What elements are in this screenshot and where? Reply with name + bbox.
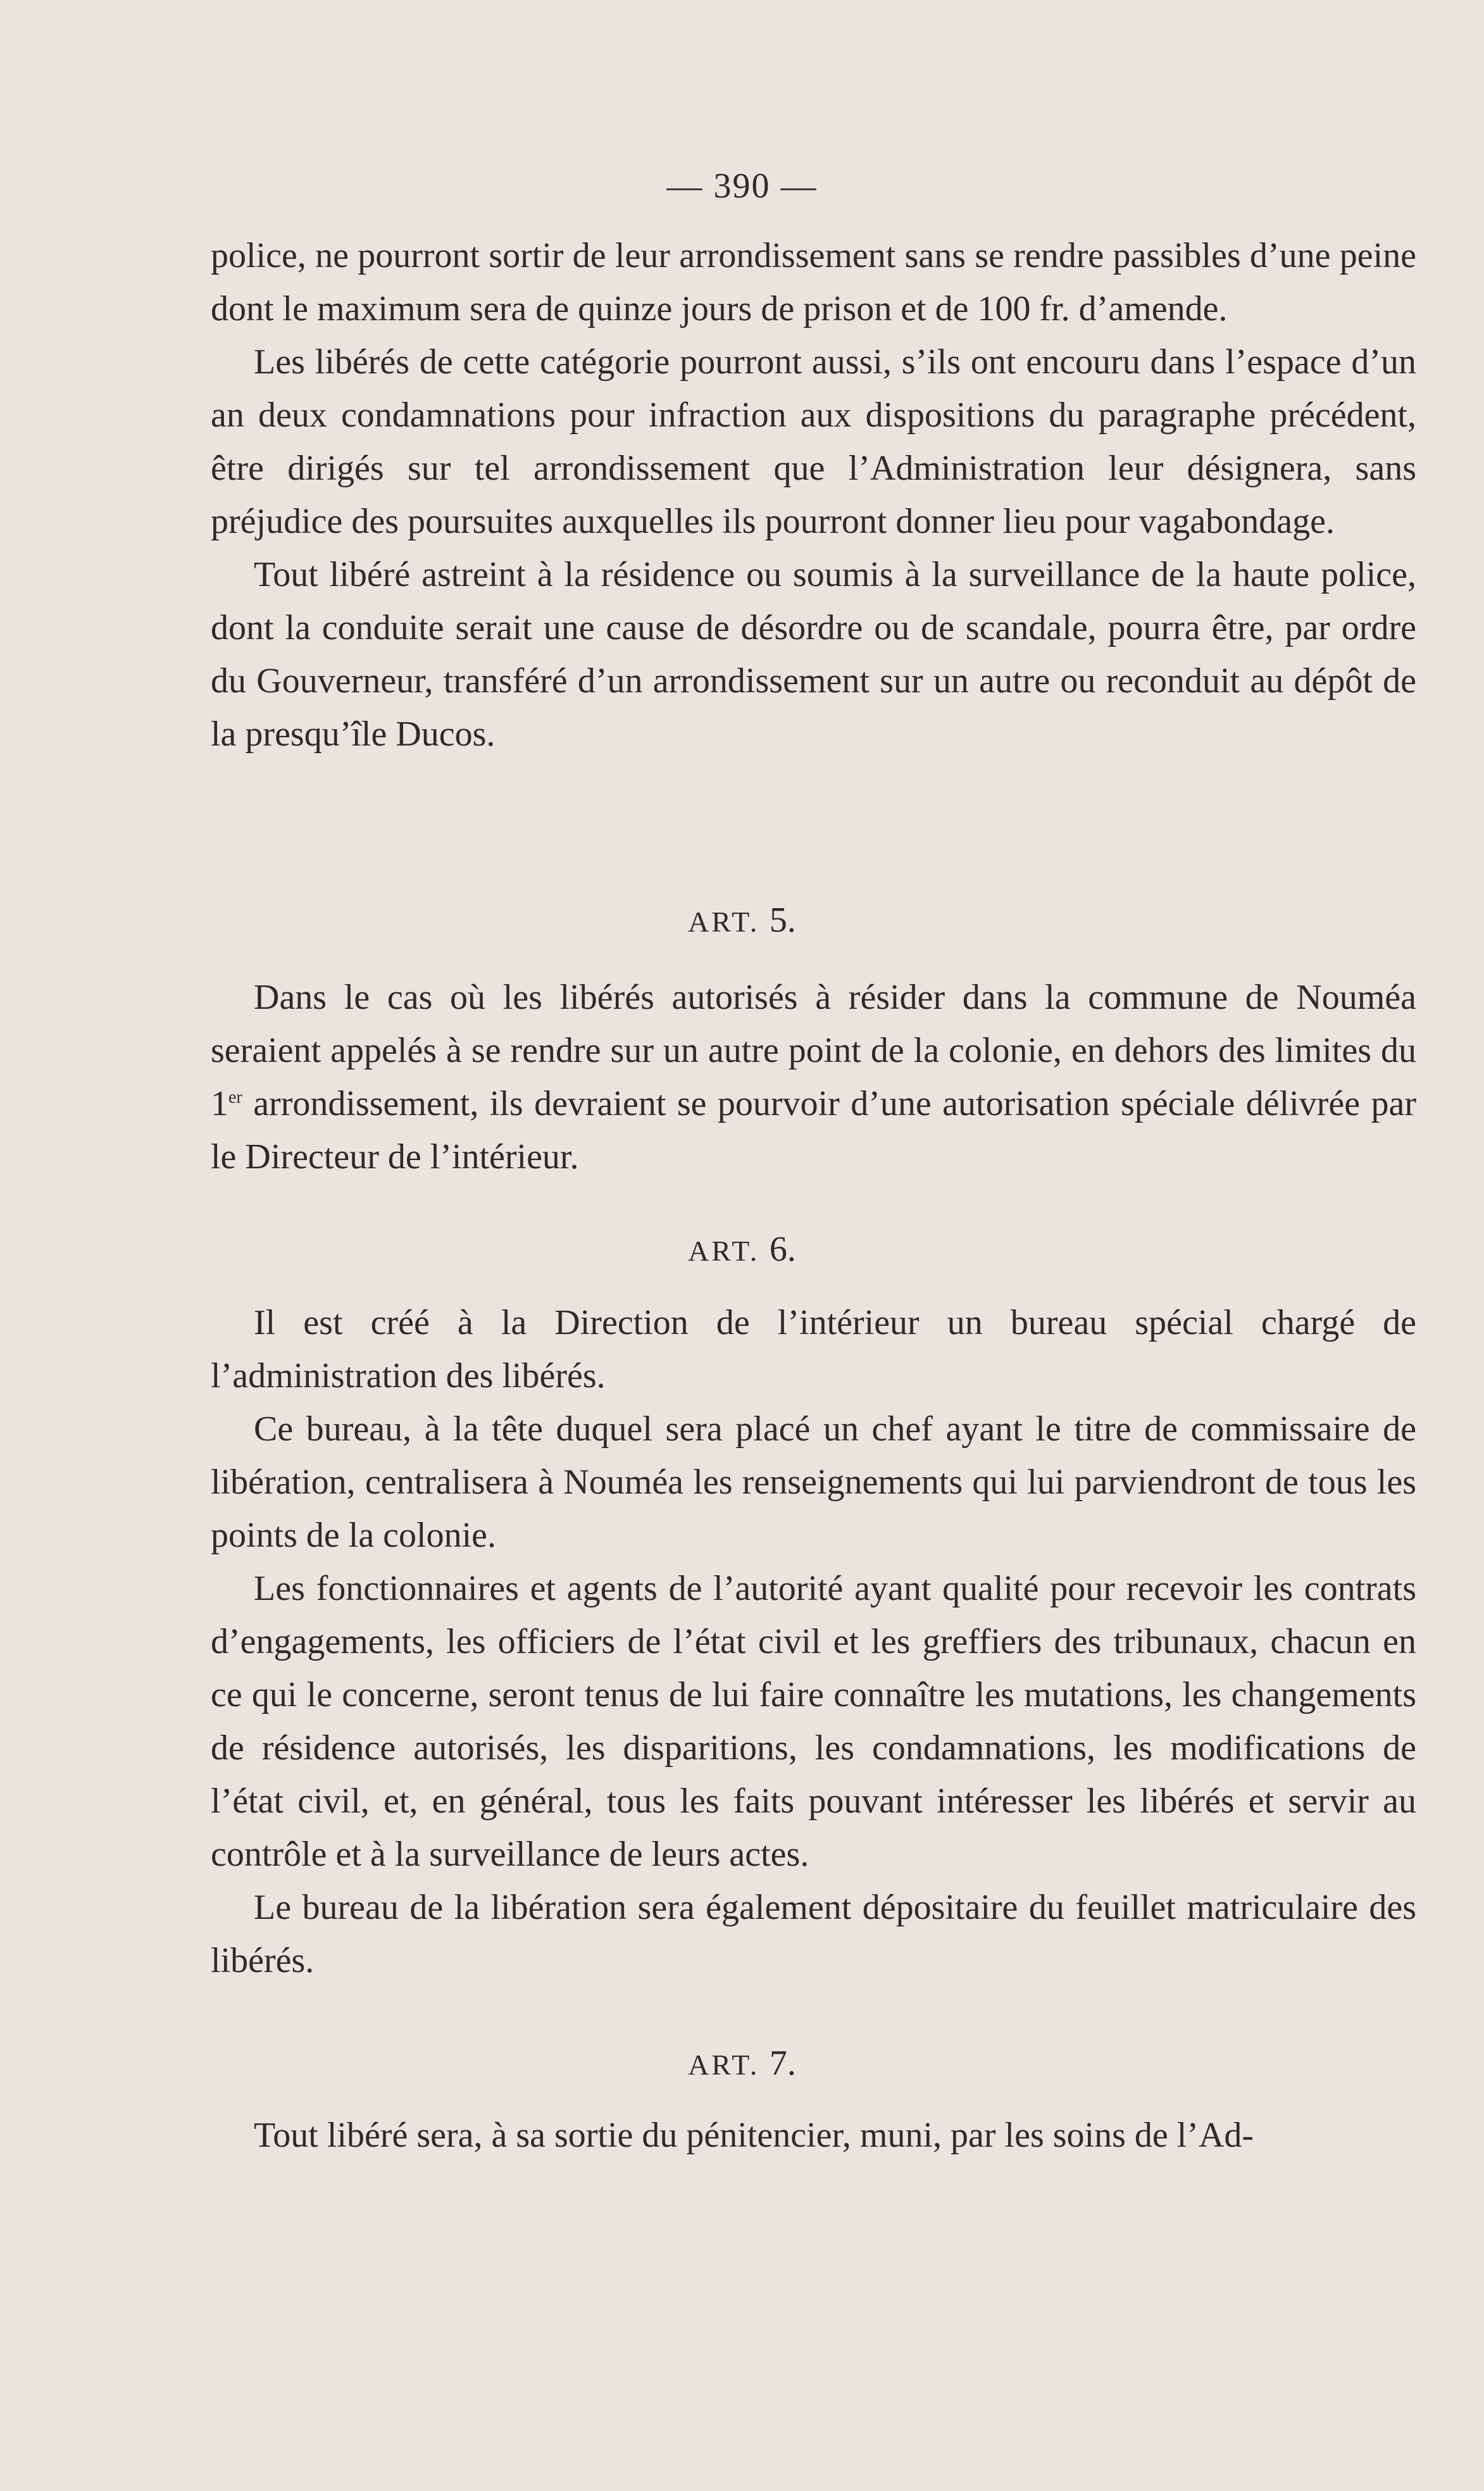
paragraph: police, ne pourront sortir de leur arrondissement sans se rendre passibles d’une peine dont le maximum sera de quinze jours de prison et de 100 fr. d’amende. [211,236,1416,328]
text-block-art6 [211,1296,1416,1987]
superscript: er [228,1087,242,1108]
article-number: 6. [769,1230,796,1269]
article-label: ART. [688,2049,760,2081]
text-block-1 [211,229,1416,761]
paragraph: Ce bureau, à la tête duquel sera placé un chef ayant le titre de commissaire de libération, centralisera à Nouméa les renseignements qui lui parviendront de tous les points de la colonie. [211,1409,1416,1555]
paragraph: Tout libéré sera, à sa sortie du pénitencier, muni, par les soins de l’Ad- [254,2116,1254,2155]
article-heading-6 [0,1229,1484,1270]
paragraph-text: arrondissement, ils devraient se pourvoir d’une autorisation spéciale délivrée par le Directeur de l’intérieur. [211,1084,1416,1177]
article-heading-5 [0,900,1484,940]
article-label: ART. [688,1235,760,1267]
article-number: 5. [769,901,796,940]
paragraph: Les libérés de cette catégorie pourront aussi, s’ils ont encouru dans l’espace d’un an deux condamnations pour infraction aux dispositions du paragraphe précédent, être dirigés sur tel arrondissement que l’Administration leur désignera, sans préjudice des poursuites auxquelles ils pourront donner lieu pour vagabondage. [211,342,1416,541]
text-block-art7 [211,2109,1416,2162]
text-block-art5 [211,971,1416,1183]
paragraph [211,971,1416,1183]
article-label: ART. [688,906,760,938]
article-heading-7 [0,2043,1484,2083]
paragraph: Les fonctionnaires et agents de l’autorité ayant qualité pour recevoir les contrats d’engagements, les officiers de l’état civil et les greffiers des tribunaux, chacun en ce qui le concerne, seront tenus de lui faire connaître les mutations, les changements de résidence autorisés, les disparitions, les condamnations, les modifications de l’état civil, et, en général, tous les faits pouvant intéresser les libérés et servir au contrôle et à la surveillance de leurs actes. [211,1569,1416,1874]
paragraph: Le bureau de la libération sera également dépositaire du feuillet matriculaire des libérés. [211,1888,1416,1980]
paragraph: Tout libéré astreint à la résidence ou soumis à la surveillance de la haute police, dont la conduite serait une cause de désordre ou de scandale, pourra être, par ordre du Gouverneur, transféré d’un arrondissement sur un autre ou reconduit au dépôt de la presqu’île Ducos. [211,555,1416,754]
paragraph: Il est créé à la Direction de l’intérieur un bureau spécial chargé de l’administration des libérés. [211,1303,1416,1395]
article-number: 7. [769,2044,796,2083]
paragraph-text: Dans le cas où les libérés autorisés à résider dans la commune de Nouméa seraient appelés à se rendre sur un autre point de la colonie, en dehors des limites du 1 [211,978,1416,1123]
page-number: — 390 — [666,166,818,206]
